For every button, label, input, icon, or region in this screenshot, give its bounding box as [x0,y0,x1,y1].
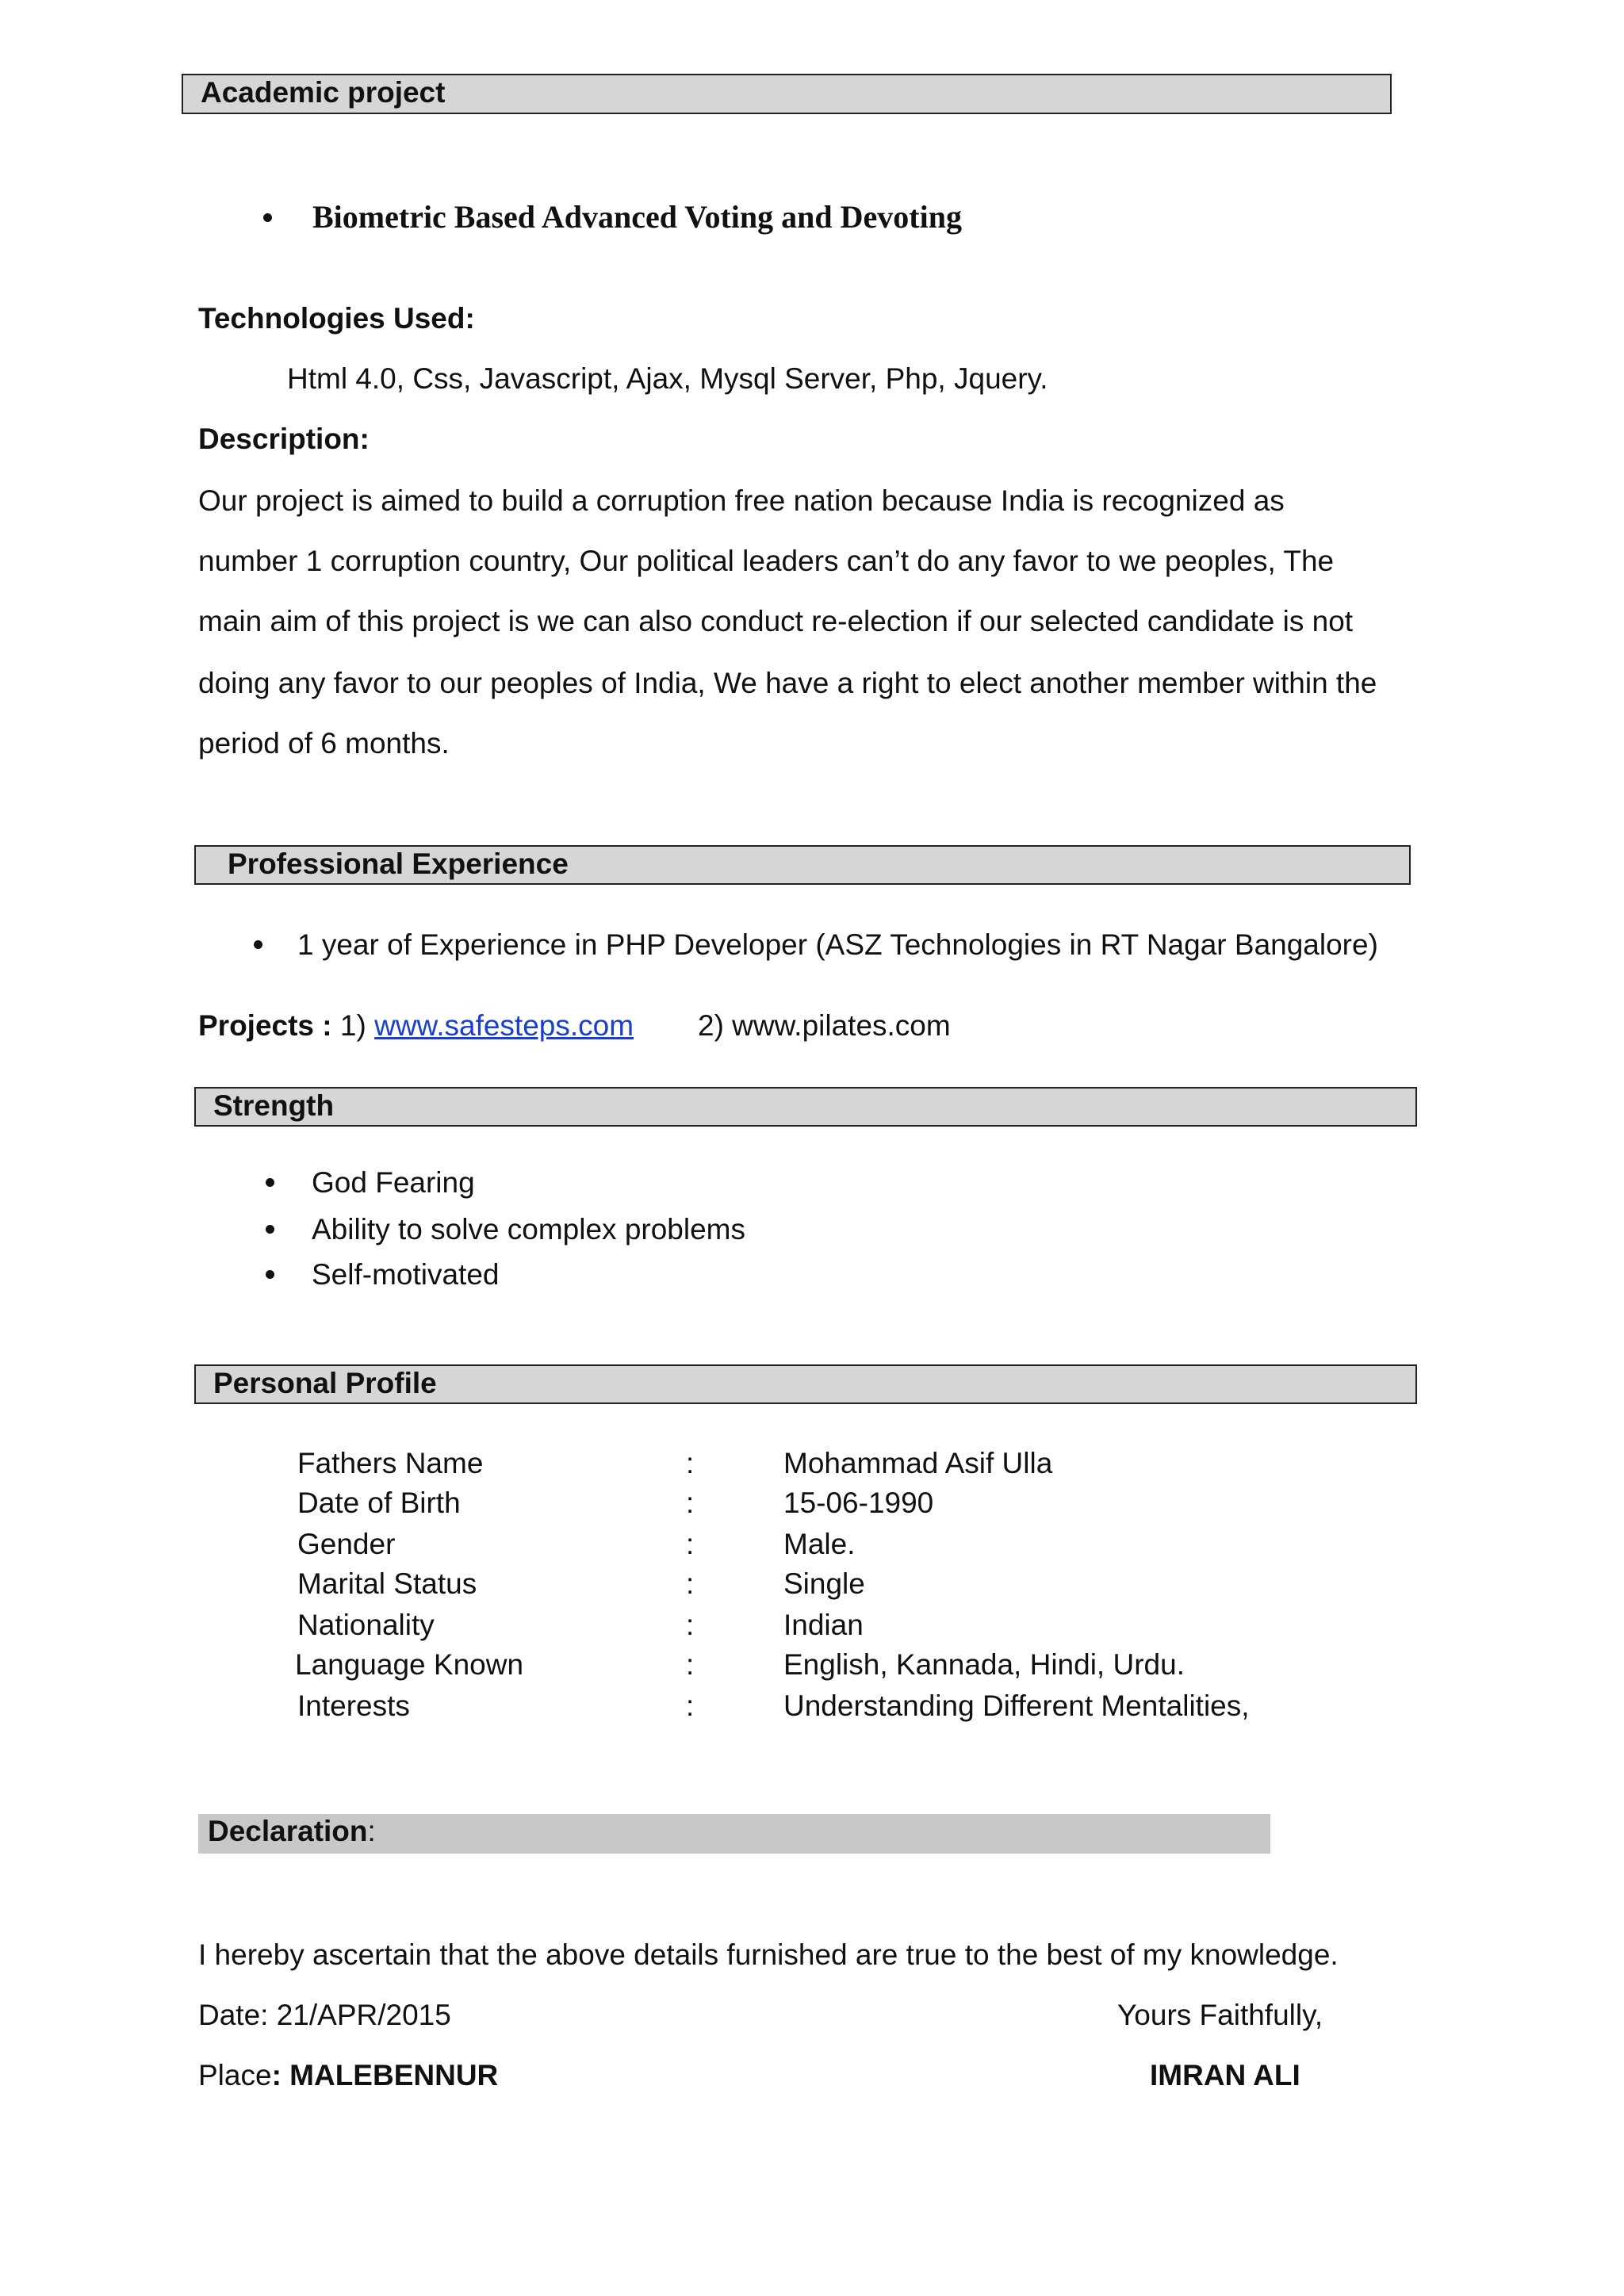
project2-text: 2) www.pilates.com [698,1009,951,1042]
place-label: Place [198,2059,272,2091]
bullet-icon [266,1225,274,1234]
academic-project-heading [182,74,1392,114]
strength-item: Self-motivated [312,1258,500,1291]
project1-number: 1) [339,1009,366,1042]
project-title: Biometric Based Advanced Voting and Devoting [312,199,962,235]
technologies-label: Technologies Used: [198,302,475,335]
profile-separator: : [686,1609,695,1641]
declaration-date: Date: 21/APR/2015 [198,1999,451,2031]
profile-separator: : [686,1487,695,1519]
profile-value: Single [783,1567,865,1600]
profile-value: Mohammad Asif Ulla [783,1447,1053,1479]
declaration-heading-text: Declaration [208,1815,368,1847]
bullet-icon [266,1270,274,1279]
professional-experience-heading [194,845,1411,885]
profile-label: Fathers Name [297,1447,484,1479]
profile-label: Gender [297,1528,396,1560]
closing-text: Yours Faithfully, [1117,1999,1323,2031]
description-line: main aim of this project is we can also conduct re-election if our selected candidate is not [198,605,1354,637]
place-line [198,2058,498,2093]
profile-label: Marital Status [297,1567,477,1600]
personal-profile-heading-text: Personal Profile [213,1367,437,1399]
profile-separator: : [686,1447,695,1479]
strength-heading-text: Strength [213,1089,335,1122]
profile-separator: : [686,1648,695,1681]
bullet-icon [263,213,272,222]
declaration-heading-colon: : [367,1815,376,1847]
academic-project-heading-text: Academic project [201,76,446,109]
profile-separator: : [686,1689,695,1722]
strength-heading [194,1087,1417,1127]
personal-profile-heading [194,1364,1417,1404]
declaration-heading [198,1814,1270,1854]
description-line: number 1 corruption country, Our political leaders can’t do any favor to we peoples, The [198,545,1335,577]
profile-separator: : [686,1567,695,1600]
profile-value: 15-06-1990 [783,1487,934,1519]
signature-name: IMRAN ALI [1150,2059,1300,2091]
profile-label: Language Known [295,1648,524,1681]
profile-separator: : [686,1528,695,1560]
strength-item: Ability to solve complex problems [312,1213,745,1246]
description-label: Description: [198,423,370,455]
description-line: period of 6 months. [198,727,450,760]
description-line: Our project is aimed to build a corruption free nation because India is recognized as [198,484,1285,517]
experience-item: 1 year of Experience in PHP Developer (ASZ Technologies in RT Nagar Bangalore) [297,928,1378,961]
bullet-icon [254,940,262,949]
declaration-statement: I hereby ascertain that the above details furnished are true to the best of my knowledge. [198,1938,1339,1971]
project1-link[interactable]: www.safesteps.com [374,1009,634,1042]
profile-label: Interests [297,1689,410,1722]
profile-value: Understanding Different Mentalities, [783,1689,1250,1722]
projects-line [198,1008,634,1043]
profile-value: Male. [783,1528,856,1560]
profile-label: Nationality [297,1609,435,1641]
bullet-icon [266,1178,274,1187]
projects-label: Projects : [198,1009,332,1042]
place-value: : MALEBENNUR [271,2059,499,2091]
profile-value: English, Kannada, Hindi, Urdu. [783,1648,1185,1681]
profile-value: Indian [783,1609,864,1641]
strength-item: God Fearing [312,1166,475,1199]
description-line: doing any favor to our peoples of India, We have a right to elect another member within the [198,667,1377,699]
professional-experience-heading-text: Professional Experience [228,848,569,880]
technologies-list: Html 4.0, Css, Javascript, Ajax, Mysql Server, Php, Jquery. [287,362,1048,395]
profile-label: Date of Birth [297,1487,461,1519]
